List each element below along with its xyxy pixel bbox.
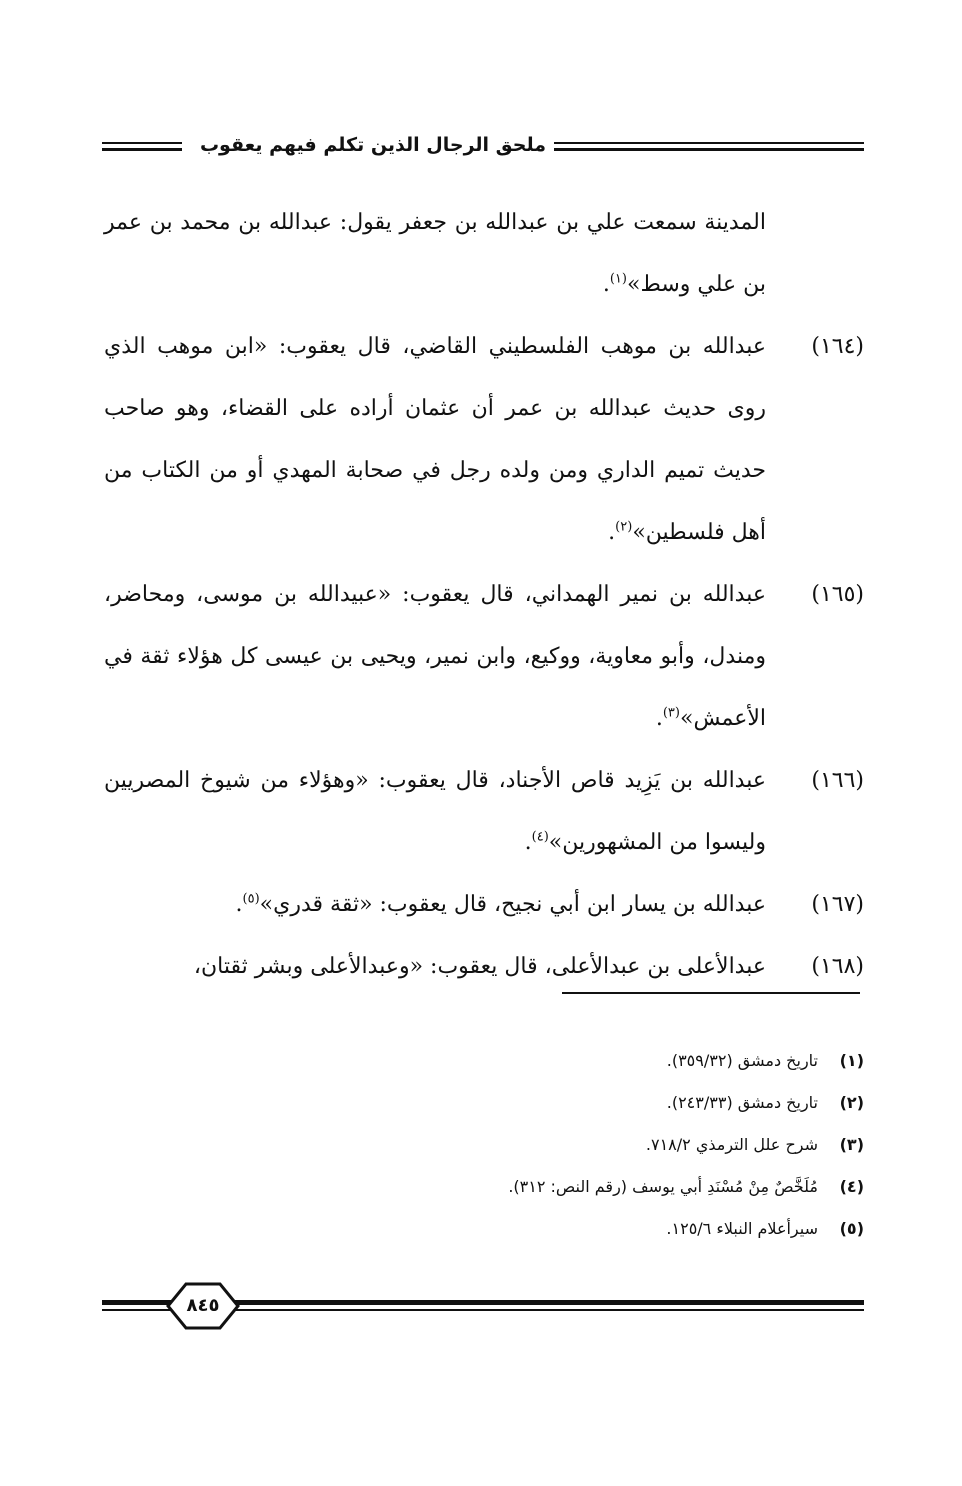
footnotes [330, 1040, 864, 1250]
footnote-number: (٥) [839, 1219, 864, 1238]
page-number-badge [166, 1282, 240, 1330]
entry-text: عبدالله بن نمير الهمداني، قال يعقوب: «عبيدالله بن موسى، ومحاضر، ومندل، وأبو معاوية، ووكيع، وابن نمير، ويحيى بن عيسى كل هؤلاء ثقة في الأعمش» [104, 582, 766, 731]
footnote-number: (٣) [839, 1135, 864, 1154]
footnote-item [330, 1166, 864, 1208]
entry-number: (١٦٨) [811, 954, 864, 979]
footnote-item [330, 1124, 864, 1166]
footnote-ref: (٢) [615, 519, 633, 535]
entry-text: عبدالله بن يَزِيد قاص الأجناد، قال يعقوب: «وهؤلاء من شيوخ المصريين وليسوا من المشهورين» [104, 768, 766, 855]
footnote-ref: (١) [609, 271, 627, 287]
entry-end: . [608, 520, 616, 545]
footnote-item [330, 1082, 864, 1124]
entry-167 [104, 874, 864, 936]
entry-continuation [104, 192, 864, 316]
entry-number: (١٦٦) [811, 768, 864, 793]
footnote-separator [562, 992, 860, 994]
footnote-item [330, 1208, 864, 1250]
running-header [102, 130, 864, 164]
entry-end: . [235, 892, 243, 917]
footnote-text: سيرأعلام النبلاء ١٢٥/٦. [666, 1219, 818, 1238]
header-rule-right [554, 142, 864, 144]
main-text [104, 192, 864, 998]
footnote-ref: (٥) [242, 891, 260, 907]
footnote-text: شرح علل الترمذي ٧١٨/٢. [645, 1135, 818, 1154]
entry-166 [104, 750, 864, 874]
header-rule-left [102, 142, 182, 144]
footnote-ref: (٣) [662, 705, 680, 721]
entry-end: . [602, 272, 610, 297]
footnote-text: مُلَخَّصٌ مِنْ مُسْنَدِ أبي يوسف (رقم النص: ٣١٢). [508, 1177, 818, 1196]
entry-164 [104, 316, 864, 564]
footnote-ref: (٤) [531, 829, 549, 845]
header-title: ملحق الرجال الذين تكلم فيهم يعقوب [199, 134, 547, 156]
footnote-text: تاريخ دمشق (٣٥٩/٣٢). [666, 1051, 818, 1070]
footnote-item [330, 1040, 864, 1082]
entry-number: (١٦٧) [811, 892, 864, 917]
footnote-number: (١) [839, 1051, 864, 1070]
entry-text: المدينة سمعت علي بن عبدالله بن جعفر يقول: عبدالله بن محمد بن عمر بن علي وسط» [104, 210, 766, 297]
entry-165 [104, 564, 864, 750]
page-footer [102, 1282, 864, 1332]
page-number: ٨٤٥ [186, 1295, 220, 1316]
entry-end: . [524, 830, 532, 855]
footnote-text: تاريخ دمشق (٢٤٣/٣٣). [666, 1093, 818, 1112]
footnote-number: (٢) [839, 1093, 864, 1112]
entry-text: عبدالأعلى بن عبدالأعلى، قال يعقوب: «وعبدالأعلى وبشر ثقتان، [193, 954, 766, 979]
entry-text: عبدالله بن يسار ابن أبي نجيح، قال يعقوب: «ثقة قدري» [259, 892, 766, 917]
entry-number: (١٦٤) [811, 334, 864, 359]
entry-168 [104, 936, 864, 998]
entry-end: . [655, 706, 663, 731]
footnote-number: (٤) [839, 1177, 864, 1196]
entry-text: عبدالله بن موهب الفلسطيني القاضي، قال يعقوب: «ابن موهب الذي روى حديث عبدالله بن عمر أن عثمان أراده على القضاء، وهو صاحب حديث تميم الداري ومن ولده رجل في صحابة المهدي أو من الكتاب من أهل فلسطين» [104, 334, 766, 545]
entry-number: (١٦٥) [811, 582, 864, 607]
